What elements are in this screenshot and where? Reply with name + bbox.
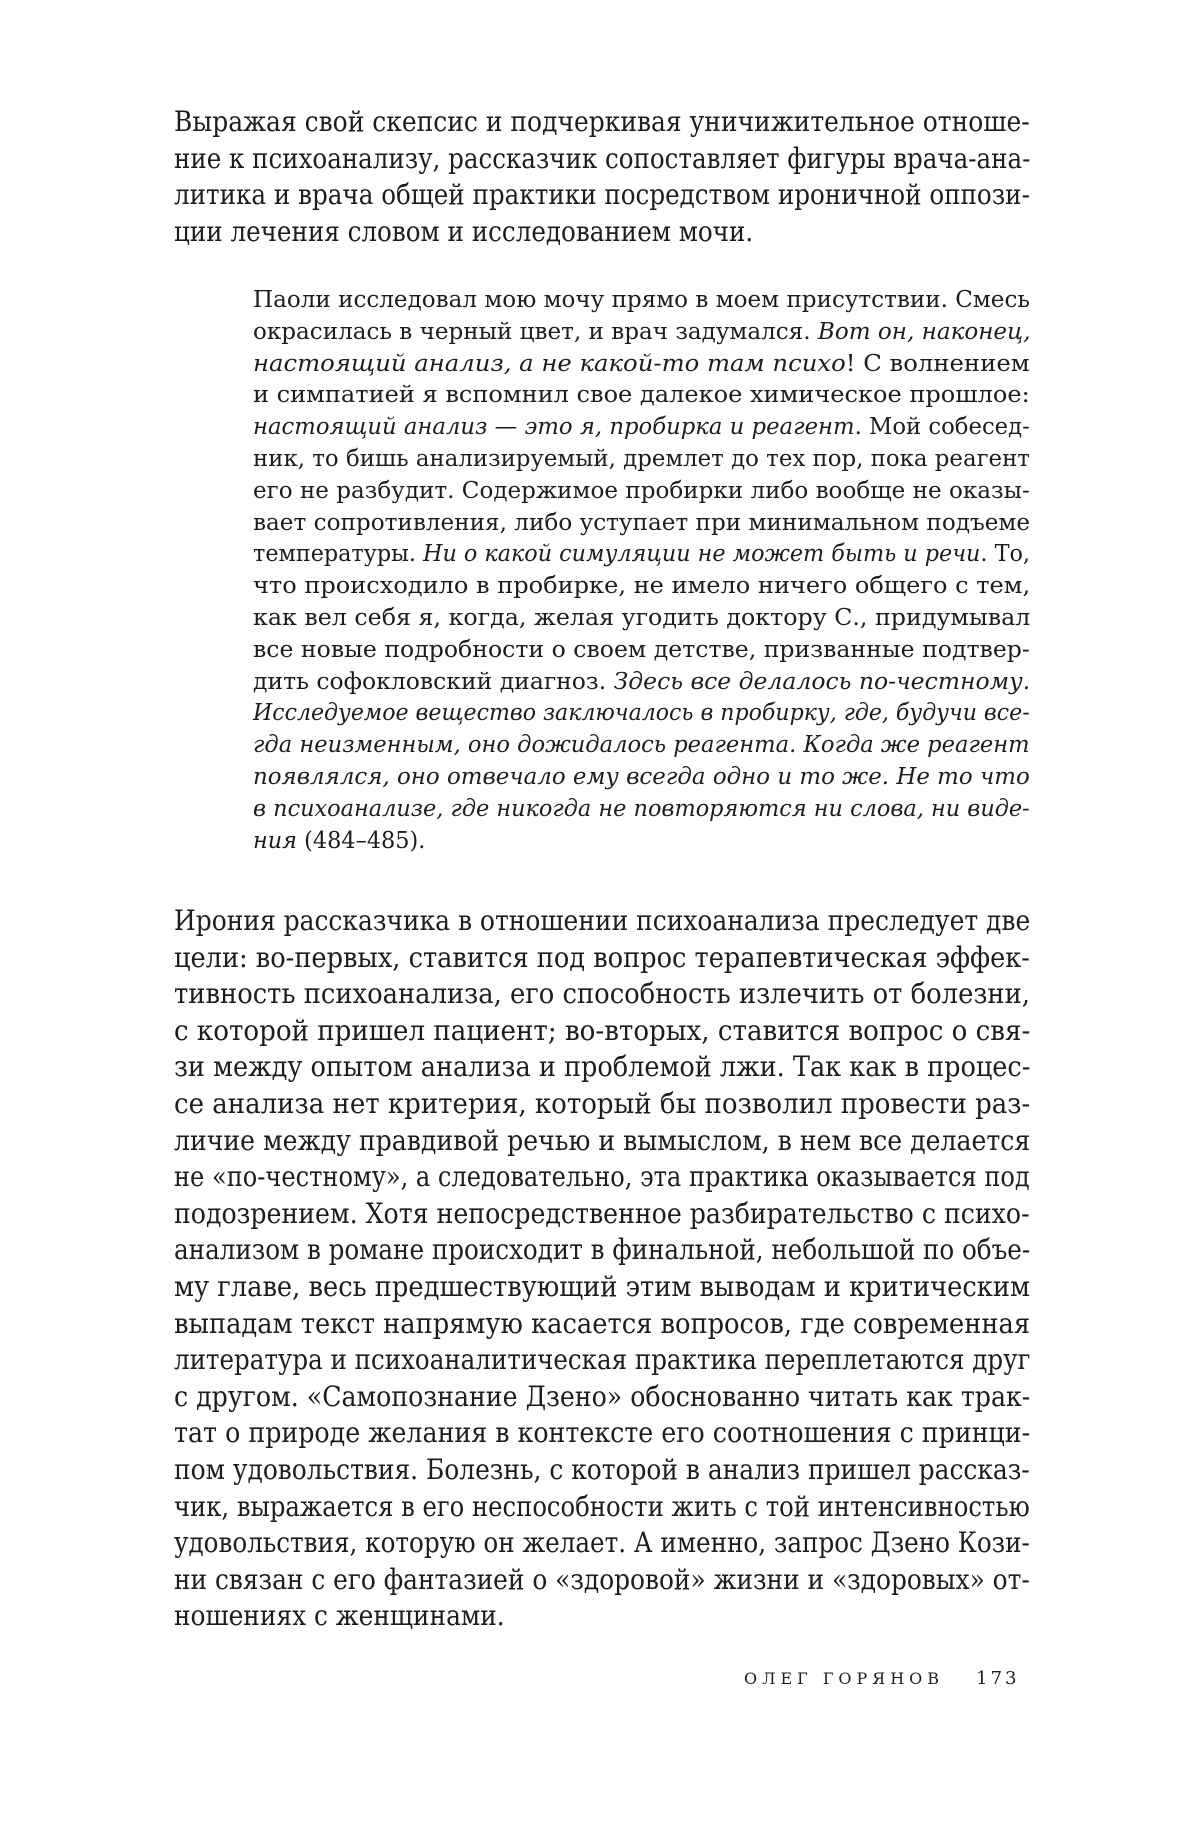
text-segment: с другом. «Самопознание Дзено» обоснованно читать как трак-	[174, 1379, 1031, 1413]
text-segment: не «по-честному», а следовательно, эта практика оказывается под	[174, 1160, 1030, 1194]
italic-text: настоящий анализ, а не какой-то там психо	[253, 350, 846, 377]
text-line	[253, 636, 1030, 665]
text-line	[174, 1014, 1030, 1048]
text-line	[174, 1563, 1030, 1597]
text-segment: ни связан с его фантазией о «здоровой» жизни и «здоровых» от-	[174, 1562, 1030, 1596]
text-line	[174, 1160, 1030, 1194]
text-line	[253, 763, 1030, 792]
text-segment: вает сопротивления, либо уступает при минимальном подъеме	[253, 509, 1031, 536]
text-line	[253, 572, 1030, 601]
text-line	[253, 668, 1030, 697]
text-segment: Паоли исследовал мою мочу прямо в моем присутствии. Смесь	[253, 287, 1030, 313]
text-segment: личие между правдивой речью и вымыслом, в нем все делается	[174, 1123, 1031, 1157]
text-line	[174, 1050, 1030, 1084]
text-line	[174, 215, 753, 249]
text-segment: ник, то бишь анализируемый, дремлет до тех пор, пока реагент	[253, 446, 1030, 472]
text-segment: и симпатией я вспомнил свое далекое химическое прошлое:	[253, 382, 1030, 409]
text-segment: подозрением. Хотя непосредственное разбирательство с психо-	[174, 1196, 1030, 1230]
text-line	[174, 1599, 505, 1633]
text-line	[174, 1197, 1030, 1231]
text-line	[174, 1233, 1030, 1267]
text-segment: Выражая свой скепсис и подчеркивая уничижительное отноше-	[174, 105, 1030, 138]
text-segment: пом удовольствия. Болезнь, с которой в анализ пришел рассказ-	[174, 1453, 1030, 1486]
text-line	[253, 731, 1030, 760]
text-line	[253, 350, 1030, 379]
italic-text: Ни о какой симуляции не может быть и речи	[423, 541, 981, 568]
text-segment: тат о природе желания в контексте его соотношения с принци-	[174, 1416, 1031, 1450]
text-line	[253, 699, 1030, 728]
text-segment: ношениях с женщинами.	[174, 1599, 505, 1633]
text-line	[253, 540, 1030, 569]
text-segment: температуры.	[253, 541, 424, 568]
text-line	[174, 1270, 1030, 1304]
text-segment: . Мой собесед-	[854, 414, 1030, 441]
text-segment: как вел себя я, когда, желая угодить доктору С., придумывал	[253, 605, 1031, 631]
italic-text: появлялся, оно отвечало ему всегда одно и то же. Не то что	[253, 764, 1030, 790]
text-line	[253, 795, 1030, 824]
italic-text: ния	[253, 827, 298, 854]
text-line	[174, 941, 1030, 975]
text-line	[174, 1124, 1030, 1158]
text-line	[253, 509, 1030, 538]
text-line	[253, 827, 425, 856]
text-segment: удовольствия, которую он желает. А именно, запрос Дзено Кози-	[174, 1526, 1030, 1560]
text-line	[174, 178, 1030, 212]
text-segment: се анализа нет критерия, который бы позволил провести раз-	[174, 1087, 1031, 1120]
text-segment: все новые подробности о своем детстве, призванные подтвер-	[253, 636, 1030, 663]
italic-text: Исследуемое вещество заключалось в пробирку, где, будучи все-	[253, 700, 1030, 727]
text-segment: чик, выражается в его неспособности жить с той интенсивностью	[174, 1489, 1030, 1523]
text-line	[253, 445, 1030, 474]
text-line	[174, 1087, 1030, 1121]
text-segment: цели: во-первых, ставится под вопрос терапевтическая эффек-	[174, 940, 1030, 974]
text-line	[174, 142, 1030, 176]
text-segment: тивность психоанализа, его способность излечить от болезни,	[174, 977, 1031, 1011]
text-line	[174, 1380, 1030, 1414]
text-segment: с которой пришел пациент; во-вторых, ставится вопрос о свя-	[174, 1013, 1031, 1047]
text-line	[253, 477, 1030, 506]
footer-author: ОЛЕГ ГОРЯНОВ	[744, 1669, 945, 1688]
text-line	[253, 413, 1030, 442]
text-segment: ции лечения словом и исследованием мочи.	[174, 214, 754, 248]
text-segment: что происходило в пробирке, не имело ничего общего с тем,	[253, 573, 1031, 600]
page-number: 173	[976, 1668, 1020, 1689]
text-line	[253, 318, 1030, 347]
text-line	[174, 1453, 1030, 1487]
text-segment: окрасилась в черный цвет, и врач задумался.	[253, 318, 818, 345]
text-line	[174, 105, 1030, 139]
text-line	[174, 1526, 1030, 1560]
text-line	[174, 1343, 1030, 1377]
text-segment: анализом в романе происходит в финальной, небольшой по объе-	[174, 1233, 1031, 1267]
text-segment: зи между опытом анализа и проблемой лжи. Так как в процес-	[174, 1050, 1031, 1084]
text-segment: ние к психоанализу, рассказчик сопоставляет фигуры врача-ана-	[174, 141, 1031, 175]
italic-text: Вот он, наконец,	[817, 318, 1031, 345]
text-line	[174, 977, 1030, 1011]
text-line	[253, 381, 1030, 410]
italic-text: настоящий анализ — это я, пробирка и реагент	[253, 414, 855, 441]
text-line	[174, 1416, 1030, 1450]
text-segment: ! С волнением	[845, 350, 1030, 377]
text-line	[174, 1307, 1030, 1341]
text-segment: выпадам текст напрямую касается вопросов, где современная	[174, 1306, 1031, 1340]
text-segment: дить софокловский диагноз.	[253, 668, 614, 695]
italic-text: Здесь все делалось по-честному.	[613, 668, 1031, 695]
text-line	[174, 1490, 1030, 1524]
text-segment: Ирония рассказчика в отношении психоанализа преследует две	[174, 904, 1031, 937]
running-footer	[744, 1668, 1020, 1689]
text-segment: . То,	[980, 541, 1030, 568]
text-segment: его не разбудит. Содержимое пробирки либо вообще не оказы-	[253, 477, 1030, 504]
text-segment: литература и психоаналитическая практика переплетаются друг	[174, 1343, 1031, 1377]
italic-text: гда неизменным, оно дожидалось реагента. Когда же реагент	[253, 732, 1030, 759]
text-line	[253, 286, 1030, 315]
text-segment: му главе, весь предшествующий этим выводам и критическим	[174, 1270, 1030, 1303]
text-segment: (484–485).	[297, 827, 426, 854]
text-line	[174, 904, 1030, 938]
text-segment: литика и врача общей практики посредством ироничной оппози-	[174, 178, 1030, 212]
text-line	[253, 604, 1030, 633]
italic-text: в психоанализе, где никогда не повторяются ни слова, ни виде-	[253, 795, 1030, 822]
